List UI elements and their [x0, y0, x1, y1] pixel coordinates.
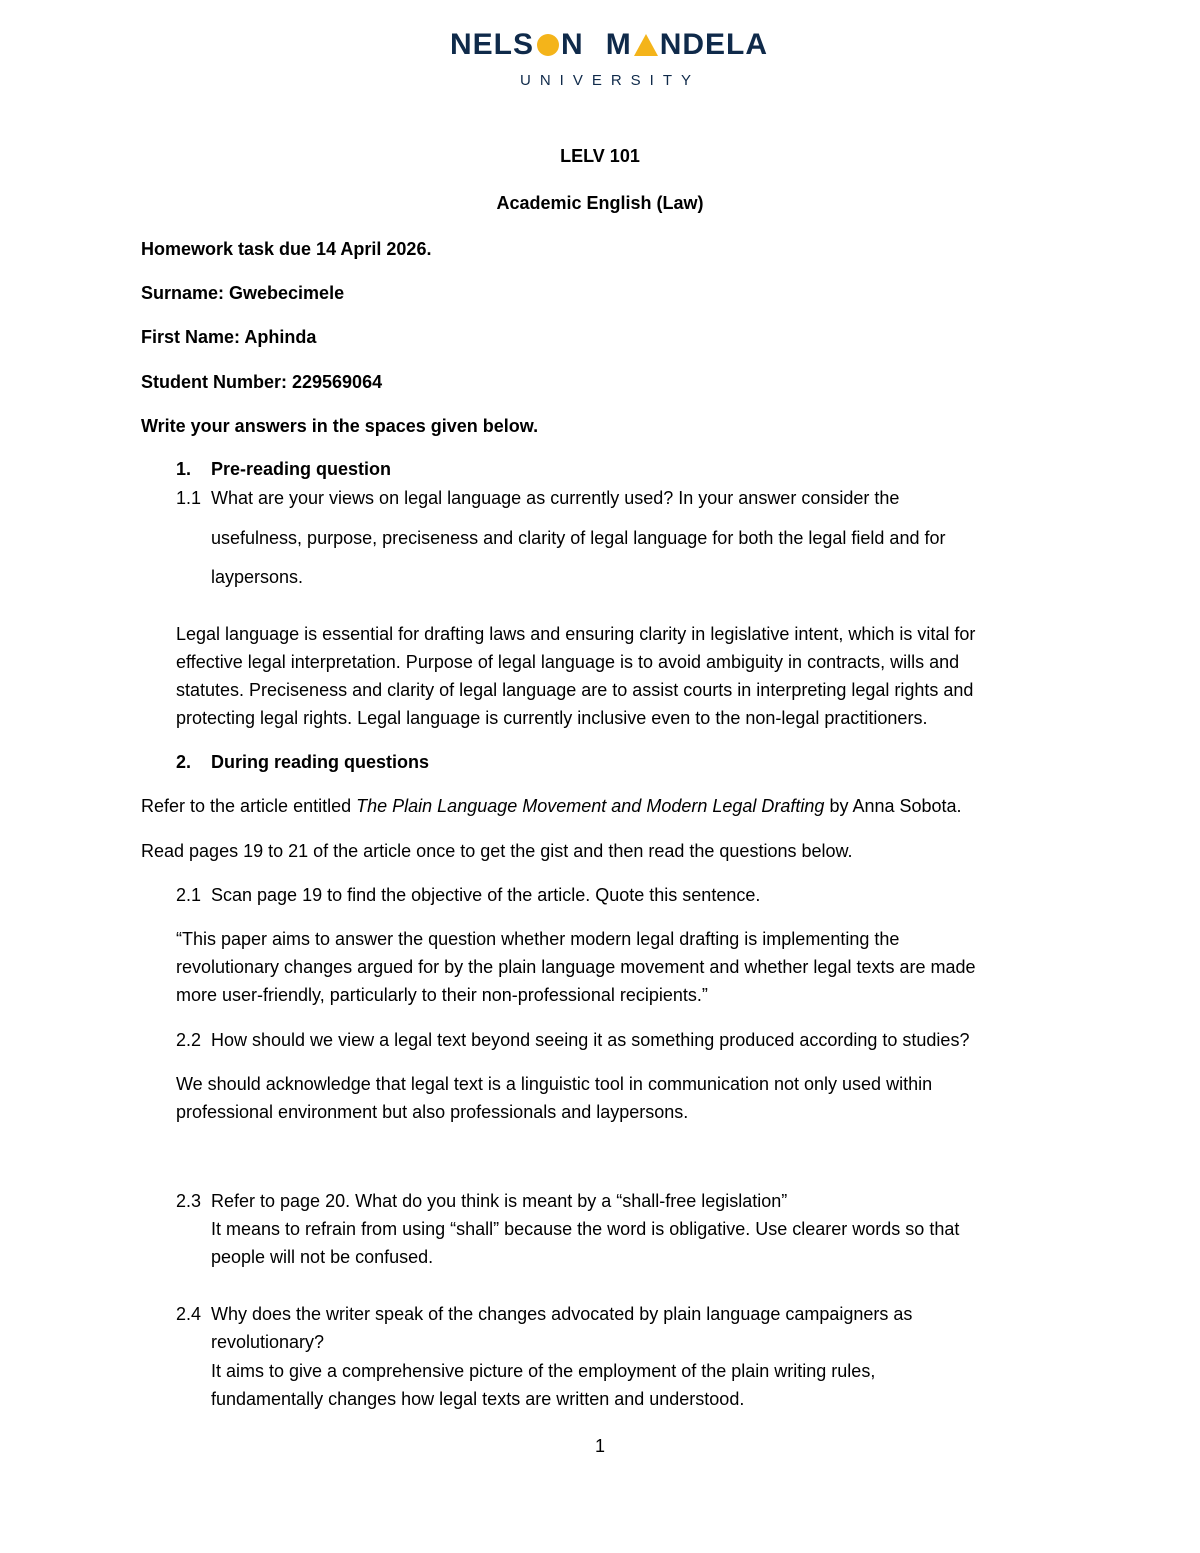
- homework-due: Homework task due 14 April 2026.: [141, 239, 432, 259]
- q22-number: 2.2: [176, 1030, 202, 1050]
- logo-text-part4: NDELA: [659, 28, 769, 61]
- surname: Surname: Gwebecimele: [141, 283, 345, 303]
- q23-number: 2.3: [176, 1191, 202, 1211]
- section2-title: During reading questions: [211, 752, 430, 772]
- q11-line3: laypersons.: [211, 567, 304, 587]
- q11-number: 1.1: [176, 488, 202, 508]
- answer-line: people will not be confused.: [211, 1247, 434, 1267]
- section1-number: 1.: [176, 459, 192, 479]
- logo-text-part3: M: [605, 28, 632, 61]
- q24-line2: revolutionary?: [211, 1332, 325, 1352]
- student-number: Student Number: 229569064: [141, 372, 383, 392]
- q23-text: Refer to page 20. What do you think is meant by a “shall-free legislation”: [211, 1191, 788, 1211]
- answer-line: protecting legal rights. Legal language is currently inclusive even to the non-legal practitioners.: [176, 708, 928, 728]
- q21-text: Scan page 19 to find the objective of the article. Quote this sentence.: [211, 885, 761, 905]
- read-instruction: Read pages 19 to 21 of the article once to get the gist and then read the questions below.: [141, 841, 853, 861]
- q11-line2: usefulness, purpose, preciseness and clarity of legal language for both the legal field and for: [211, 528, 946, 548]
- course-name: Academic English (Law): [496, 193, 704, 213]
- logo-triangle-icon: [634, 34, 658, 56]
- q24-line1: Why does the writer speak of the changes advocated by plain language campaigners as: [211, 1304, 913, 1324]
- answer-line: fundamentally changes how legal texts are written and understood.: [211, 1389, 745, 1409]
- q11-line1: What are your views on legal language as currently used? In your answer consider the: [211, 488, 900, 508]
- first-name: First Name: Aphinda: [141, 327, 317, 347]
- answer-line: It means to refrain from using “shall” because the word is obligative. Use clearer words so that: [211, 1219, 960, 1239]
- logo-subtitle: UNIVERSITY: [520, 72, 701, 89]
- answer-line: Legal language is essential for drafting laws and ensuring clarity in legislative intent, which is vital for: [176, 624, 976, 644]
- q22-text: How should we view a legal text beyond seeing it as something produced according to studies?: [211, 1030, 970, 1050]
- instruction: Write your answers in the spaces given below.: [141, 416, 539, 436]
- q24-number: 2.4: [176, 1304, 202, 1324]
- answer-line: statutes. Preciseness and clarity of legal language are to assist courts in interpreting legal rights and: [176, 680, 974, 700]
- answer-line: It aims to give a comprehensive picture of the employment of the plain writing rules,: [211, 1361, 876, 1381]
- answer-line: We should acknowledge that legal text is a linguistic tool in communication not only used within: [176, 1074, 933, 1094]
- course-code: LELV 101: [560, 146, 640, 166]
- answer-line: effective legal interpretation. Purpose of legal language is to avoid ambiguity in contracts, wills and: [176, 652, 960, 672]
- logo-sun-icon: [537, 34, 559, 56]
- section2-number: 2.: [176, 752, 192, 772]
- article-reference: Refer to the article entitled The Plain Language Movement and Modern Legal Drafting by Anna Sobota.: [141, 796, 962, 816]
- university-logo: [450, 28, 769, 90]
- q21-number: 2.1: [176, 885, 202, 905]
- logo-text-part2: N: [561, 28, 584, 61]
- logo-text-part1: NELS: [450, 28, 535, 61]
- answer-line: professional environment but also professionals and laypersons.: [176, 1102, 689, 1122]
- article-title: The Plain Language Movement and Modern Legal Drafting: [356, 796, 825, 816]
- answer-line: revolutionary changes argued for by the plain language movement and whether legal texts are made: [176, 957, 976, 977]
- answer-line: “This paper aims to answer the question whether modern legal drafting is implementing the: [176, 929, 900, 949]
- answer-line: more user-friendly, particularly to their non-professional recipients.”: [176, 985, 708, 1005]
- section1-title: Pre-reading question: [211, 459, 392, 479]
- page-number: 1: [594, 1436, 605, 1456]
- logo-wordmark: [450, 28, 768, 62]
